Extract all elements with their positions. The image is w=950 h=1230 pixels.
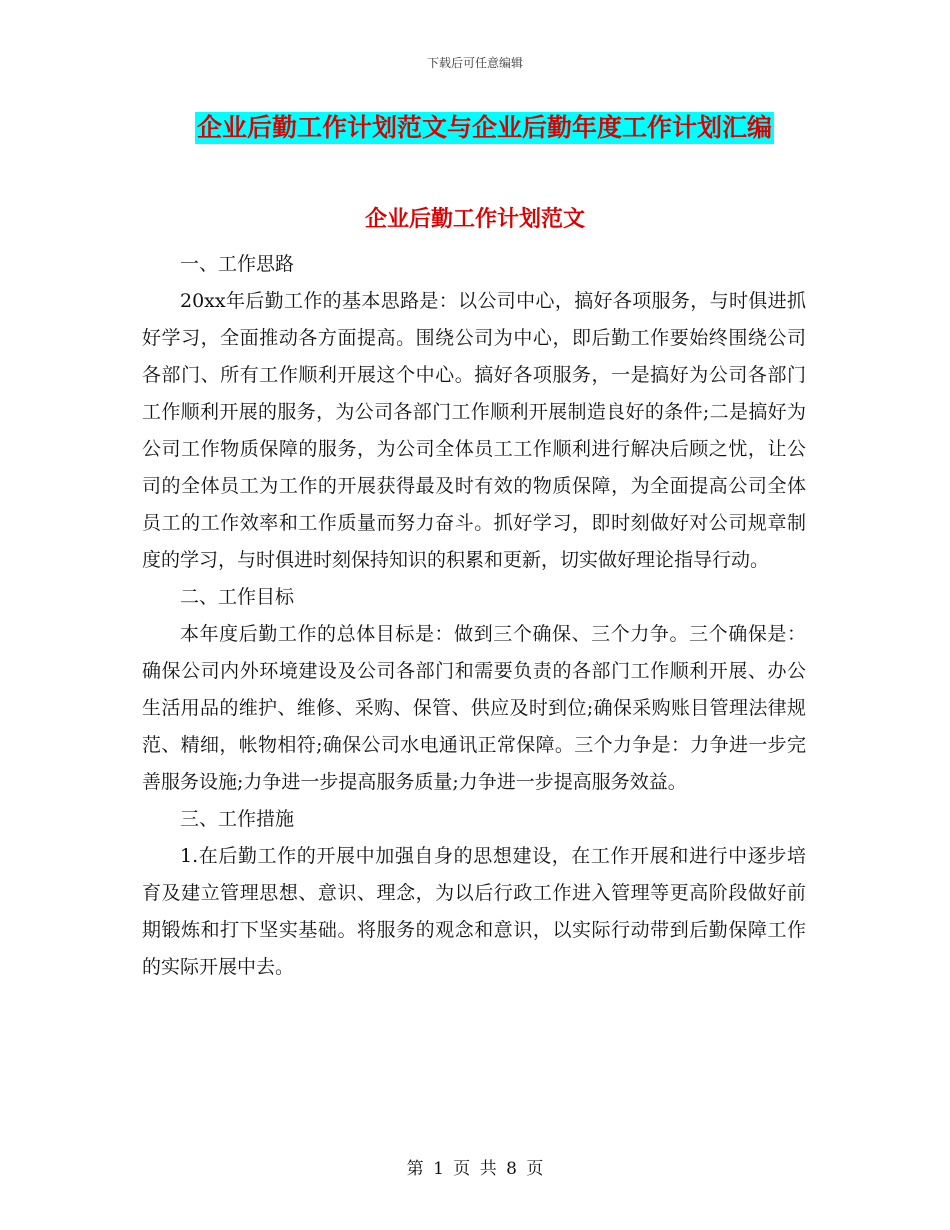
header-note: 下载后可任意编辑 <box>426 56 523 70</box>
page-footer: 第 1 页 共 8 页 <box>406 1159 544 1179</box>
section-title: 企业后勤工作计划范文 <box>364 207 585 232</box>
document-title: 企业后勤工作计划范文与企业后勤年度工作计划汇编 <box>197 113 773 142</box>
document-body <box>142 246 806 986</box>
paragraph-work-goals: 本年度后勤工作的总体目标是：做到三个确保、三个力争。三个确保是：确保公司内外环境建设及公司各部门和需要负责的各部门工作顺利开展、办公生活用品的维护、维修、采购、保管、供应及时到位;确保采购账目管理法律规范、精细，帐物相符;确保公司水电通讯正常保障。三个力争是：力争进一步完善服务设施;力争进一步提高服务质量;力争进一步提高服务效益。 <box>142 623 806 793</box>
heading-work-goals: 二、工作目标 <box>180 586 295 608</box>
paragraph-work-approach: 20xx年后勤工作的基本思路是：以公司中心，搞好各项服务，与时俱进抓好学习，全面推动各方面提高。围绕公司为中心，即后勤工作要始终围绕公司各部门、所有工作顺利开展这个中心。搞好各项服务，一是搞好为公司各部门工作顺利开展的服务，为公司各部门工作顺利开展制造良好的条件;二是搞好为公司工作物质保障的服务，为公司全体员工工作顺利进行解决后顾之忧，让公司的全体员工为工作的开展获得最及时有效的物质保障，为全面提高公司全体员工的工作效率和工作质量而努力奋斗。抓好学习，即时刻做好对公司规章制度的学习，与时俱进时刻保持知识的积累和更新，切实做好理论指导行动。 <box>142 290 806 571</box>
heading-work-measures: 三、工作措施 <box>180 808 295 830</box>
paragraph-work-measures-1: 1.在后勤工作的开展中加强自身的思想建设，在工作开展和进行中逐步培育及建立管理思想、意识、理念，为以后行政工作进入管理等更高阶段做好前期锻炼和打下坚实基础。将服务的观念和意识，以实际行动带到后勤保障工作的实际开展中去。 <box>142 845 806 978</box>
heading-work-approach: 一、工作思路 <box>180 253 295 275</box>
